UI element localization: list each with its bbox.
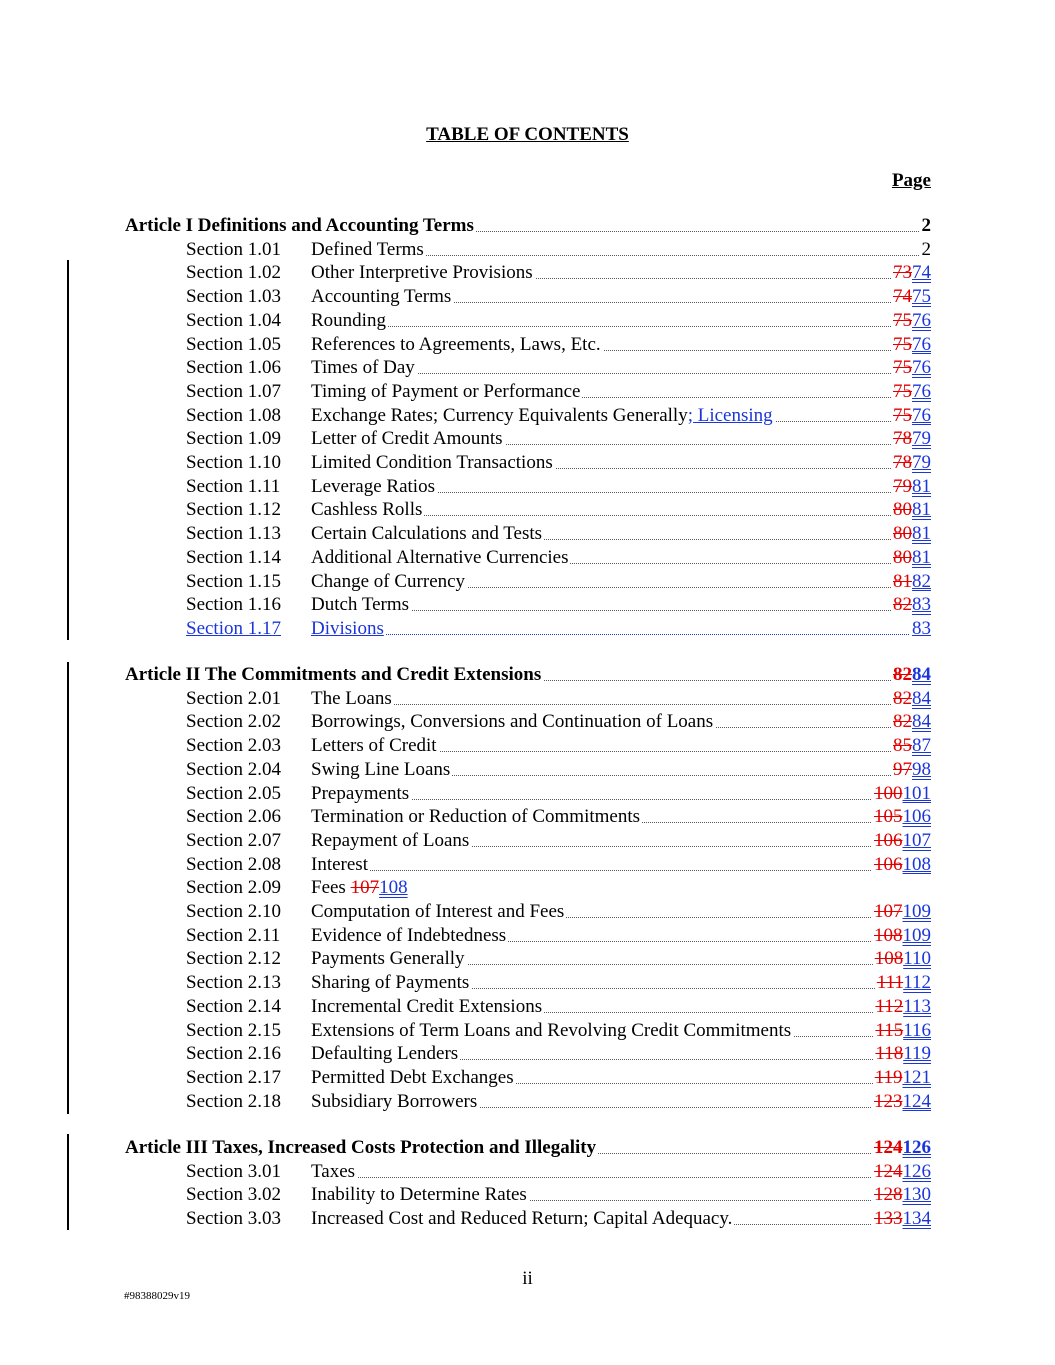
article-title: Article II The Commitments and Credit Extensions <box>125 664 542 685</box>
deleted-page-ref: 133 <box>874 1208 903 1230</box>
section-number: Section 1.09 <box>186 428 281 450</box>
section-title <box>311 1066 516 1090</box>
section-page-ref[interactable] <box>873 995 931 1019</box>
section-number: Section 2.01 <box>186 687 281 709</box>
page-ref: 74 <box>912 262 931 284</box>
change-bar <box>67 662 69 1114</box>
section-title-text: Times of Day <box>311 357 415 379</box>
section-page-ref[interactable] <box>873 1019 931 1043</box>
section-page-ref[interactable] <box>891 404 931 428</box>
toc-section-entry[interactable] <box>0 285 1055 309</box>
section-number: Section 2.08 <box>186 853 281 875</box>
section-page-ref[interactable] <box>873 947 931 971</box>
toc-section-entry[interactable] <box>0 475 1055 499</box>
section-page-ref[interactable] <box>891 498 931 522</box>
section-title-text: Dutch Terms <box>311 594 410 616</box>
section-title <box>311 546 570 570</box>
toc-section-entry[interactable] <box>0 1183 1055 1207</box>
section-title-text: Timing of Payment or Performance <box>311 380 581 402</box>
page-ref: 79 <box>912 452 931 473</box>
section-page-ref[interactable] <box>872 782 931 806</box>
section-number: Section 3.02 <box>186 1184 281 1206</box>
page-ref: 76 <box>912 309 931 331</box>
dot-leader <box>311 634 931 635</box>
page-ref: 81 <box>912 499 931 521</box>
deleted-page-ref: 78 <box>893 452 912 473</box>
section-page-ref[interactable] <box>872 1160 931 1184</box>
toc-section-entry[interactable] <box>0 522 1055 546</box>
toc-section-entry[interactable] <box>0 1207 1055 1231</box>
toc-section-entry[interactable] <box>0 427 1055 451</box>
section-page-ref[interactable] <box>891 427 931 451</box>
section-title <box>311 475 437 499</box>
section-page-ref[interactable] <box>872 1207 931 1231</box>
section-title <box>311 333 603 357</box>
section-title <box>311 1090 479 1114</box>
toc-section-entry[interactable] <box>0 829 1055 853</box>
page-ref: 121 <box>902 1066 931 1088</box>
section-title-text: Extensions of Term Loans and Revolving Credit Commitments <box>311 1019 792 1041</box>
section-title-text: Defined Terms <box>311 238 424 260</box>
section-number: Section 1.06 <box>186 357 281 379</box>
section-title <box>311 758 452 782</box>
section-title-text: Exchange Rates; Currency Equivalents Generally <box>311 404 688 426</box>
toc-section-entry[interactable] <box>0 1066 1055 1090</box>
section-number: Section 2.04 <box>186 758 281 780</box>
section-title-text: Payments Generally <box>311 948 465 970</box>
article-page-ref[interactable] <box>891 663 931 687</box>
deleted-page-ref: 75 <box>893 380 912 402</box>
page-ref: 124 <box>902 1090 931 1112</box>
toc-section-entry[interactable] <box>0 853 1055 877</box>
section-page-ref[interactable] <box>872 829 931 853</box>
section-title-text: Leverage Ratios <box>311 475 435 497</box>
section-title <box>311 805 642 829</box>
section-page-ref[interactable] <box>891 546 931 570</box>
section-page-ref[interactable] <box>891 285 931 309</box>
section-title-text: Interest <box>311 853 368 875</box>
deleted-page-ref: 75 <box>893 404 912 426</box>
section-page-ref[interactable] <box>891 380 931 404</box>
section-page-ref[interactable] <box>891 734 931 758</box>
deleted-page-ref: 73 <box>893 262 912 284</box>
section-number: Section 2.18 <box>186 1090 281 1112</box>
section-page-ref[interactable] <box>891 570 931 594</box>
page-ref: 81 <box>912 475 931 497</box>
section-title-text: Increased Cost and Reduced Return; Capital Adequacy. <box>311 1208 733 1230</box>
toc-section-entry[interactable] <box>0 1042 1055 1066</box>
section-title-text: References to Agreements, Laws, Etc. <box>311 333 601 355</box>
section-title-text: Accounting Terms <box>311 286 452 308</box>
section-title-text: Change of Currency <box>311 570 466 592</box>
section-number: Section 3.03 <box>186 1208 281 1230</box>
section-title-text: Evidence of Indebtedness <box>311 924 507 946</box>
deleted-page-ref: 108 <box>874 948 904 970</box>
toc-section-entry[interactable] <box>0 261 1055 285</box>
page-ref: 108 <box>379 877 408 899</box>
dot-leader <box>311 1177 931 1178</box>
toc-article-entry[interactable] <box>0 663 1055 687</box>
section-number: Section 2.05 <box>186 782 281 804</box>
section-title <box>311 947 467 971</box>
dot-leader <box>311 870 931 871</box>
deleted-page-ref: 108 <box>874 924 903 946</box>
section-number: Section 1.12 <box>186 499 281 521</box>
section-title <box>311 1160 357 1184</box>
section-number: Section 1.15 <box>186 570 281 592</box>
section-title-text: Incremental Credit Extensions <box>311 995 543 1017</box>
section-number: Section 1.10 <box>186 452 281 473</box>
section-title-text: Defaulting Lenders <box>311 1043 459 1065</box>
change-bar <box>67 260 69 640</box>
deleted-page-ref: 107 <box>350 877 380 899</box>
inserted-title-text: ; Licensing <box>687 404 773 426</box>
toc-section-entry[interactable] <box>0 238 1055 262</box>
section-page-ref[interactable] <box>891 309 931 333</box>
page-ref: 2 <box>921 215 931 236</box>
section-title <box>311 710 715 734</box>
section-page-ref[interactable] <box>872 1183 931 1207</box>
page-ref: 101 <box>902 782 931 804</box>
section-title <box>311 829 471 853</box>
section-page-ref[interactable] <box>891 687 931 711</box>
section-page-ref[interactable] <box>891 522 931 546</box>
section-page-ref[interactable] <box>891 333 931 357</box>
page-ref: 112 <box>903 972 931 994</box>
toc-article-entry[interactable] <box>0 214 1055 238</box>
change-bar <box>67 1134 69 1230</box>
toc-section-entry[interactable] <box>0 900 1055 924</box>
page-ref: 126 <box>902 1160 931 1182</box>
article-page-ref[interactable] <box>920 214 932 238</box>
deleted-page-ref: 128 <box>874 1184 903 1206</box>
toc-section-entry[interactable] <box>0 947 1055 971</box>
deleted-page-ref: 100 <box>874 782 903 804</box>
deleted-page-ref: 97 <box>893 758 912 780</box>
deleted-page-ref: 85 <box>893 735 912 757</box>
toc-section-entry[interactable] <box>0 876 1055 900</box>
section-title-text: Inability to Determine Rates <box>311 1184 527 1206</box>
section-title-text: Other Interpretive Provisions <box>311 262 533 284</box>
page-ref: 76 <box>912 380 931 402</box>
inline-page-ref[interactable] <box>351 877 408 898</box>
toc-section-entry[interactable] <box>0 309 1055 333</box>
toc-section-entry[interactable] <box>0 971 1055 995</box>
deleted-page-ref: 81 <box>893 570 912 592</box>
section-title <box>311 617 386 641</box>
article-page-ref[interactable] <box>872 1136 931 1160</box>
deleted-page-ref: 75 <box>893 357 912 379</box>
toc-section-entry[interactable] <box>0 546 1055 570</box>
toc-section-entry[interactable] <box>0 758 1055 782</box>
section-number: Section 1.02 <box>186 262 281 284</box>
section-title <box>311 380 582 404</box>
section-title-text: Additional Alternative Currencies <box>311 546 569 568</box>
section-title <box>311 782 411 806</box>
section-title-text: The Loans <box>311 687 392 709</box>
deleted-page-ref: 124 <box>874 1160 903 1182</box>
page-ref: 2 <box>921 238 931 260</box>
deleted-page-ref: 82 <box>893 687 912 709</box>
deleted-page-ref: 80 <box>893 499 912 521</box>
section-number: Section 2.10 <box>186 901 281 922</box>
toc-section-entry[interactable] <box>0 333 1055 357</box>
toc-section-entry[interactable] <box>0 380 1055 404</box>
section-title <box>311 1183 529 1207</box>
deleted-page-ref: 124 <box>874 1137 903 1158</box>
section-number: Section 2.12 <box>186 948 281 970</box>
section-title <box>311 522 544 546</box>
page-ref: 130 <box>902 1184 931 1206</box>
section-page-ref[interactable] <box>875 971 931 995</box>
section-number: Section 1.13 <box>186 523 281 545</box>
article-title: Article III Taxes, Increased Costs Protection and Illegality <box>125 1137 597 1158</box>
section-number: Section 1.16 <box>186 594 281 616</box>
section-title <box>311 924 508 948</box>
deleted-page-ref: 106 <box>874 829 903 851</box>
toc-article-entry[interactable] <box>0 1136 1055 1160</box>
section-number: Section 2.14 <box>186 995 281 1017</box>
toc-section-entry[interactable] <box>0 734 1055 758</box>
section-title <box>311 1207 734 1231</box>
page-ref: 109 <box>902 901 931 922</box>
page-number: ii <box>522 1268 533 1289</box>
section-title-text: Permitted Debt Exchanges <box>311 1066 514 1088</box>
page-ref: 81 <box>912 546 931 568</box>
section-number: Section 2.13 <box>186 972 281 994</box>
dot-leader <box>311 326 931 327</box>
section-title-text: Repayment of Loans <box>311 829 470 851</box>
section-number: Section 2.06 <box>186 806 281 828</box>
section-page-ref[interactable] <box>891 451 931 475</box>
toc-section-entry[interactable] <box>0 404 1055 428</box>
toc-section-entry[interactable] <box>0 498 1055 522</box>
section-number: Section 2.02 <box>186 711 281 733</box>
deleted-page-ref: 106 <box>874 853 903 875</box>
section-page-ref[interactable] <box>872 924 931 948</box>
page-ref: 119 <box>903 1043 931 1065</box>
section-title <box>311 995 544 1019</box>
section-title-text: Prepayments <box>311 782 410 804</box>
section-page-ref[interactable] <box>872 853 931 877</box>
section-page-ref[interactable] <box>920 238 932 262</box>
page-ref: 75 <box>912 286 931 308</box>
section-number: Section 1.04 <box>186 309 281 331</box>
page-ref: 84 <box>912 711 931 733</box>
deleted-page-ref: 115 <box>875 1019 904 1041</box>
page-ref: 76 <box>912 357 931 379</box>
deleted-page-ref: 107 <box>874 901 903 922</box>
section-title-text: Limited Condition Transactions <box>311 452 553 473</box>
section-title-text: Swing Line Loans <box>311 758 451 780</box>
page-ref: 84 <box>912 664 931 685</box>
section-title-text: Rounding <box>311 309 386 331</box>
section-title-text: Letter of Credit Amounts <box>311 428 503 450</box>
page-ref: 110 <box>903 948 931 970</box>
deleted-page-ref: 80 <box>893 546 912 568</box>
page-ref: 113 <box>903 995 931 1017</box>
section-number: Section 2.15 <box>186 1019 281 1041</box>
toc-section-entry[interactable] <box>0 995 1055 1019</box>
section-number: Section 1.08 <box>186 404 281 426</box>
section-title-text: Fees <box>311 877 346 899</box>
toc-section-entry[interactable] <box>0 687 1055 711</box>
section-number: Section 2.09 <box>186 877 281 899</box>
section-number: Section 3.01 <box>186 1160 281 1182</box>
section-number: Section 1.07 <box>186 380 281 402</box>
page-ref: 126 <box>902 1137 931 1158</box>
section-title <box>311 876 410 900</box>
deleted-page-ref: 82 <box>893 664 912 685</box>
section-page-ref[interactable] <box>910 617 931 641</box>
deleted-page-ref: 105 <box>874 806 903 828</box>
toc-section-entry[interactable] <box>0 924 1055 948</box>
page-ref: 76 <box>912 404 931 426</box>
page-ref: 108 <box>902 853 931 875</box>
toc-section-entry[interactable] <box>0 356 1055 380</box>
section-title <box>311 971 471 995</box>
deleted-page-ref: 82 <box>893 711 912 733</box>
section-title <box>311 238 426 262</box>
toc-section-entry[interactable] <box>0 617 1055 641</box>
section-title <box>311 498 424 522</box>
section-title-text: Cashless Rolls <box>311 499 423 521</box>
section-page-ref[interactable] <box>872 900 931 924</box>
section-title <box>311 1019 793 1043</box>
section-title-text: Divisions <box>311 617 384 639</box>
section-number: Section 1.01 <box>186 238 281 260</box>
section-title <box>311 687 394 711</box>
deleted-page-ref: 78 <box>893 428 912 450</box>
page-ref: 116 <box>903 1019 931 1041</box>
toc-section-entry[interactable] <box>0 1160 1055 1184</box>
section-title <box>311 427 505 451</box>
deleted-page-ref: 82 <box>893 594 912 616</box>
toc-section-entry[interactable] <box>0 451 1055 475</box>
section-page-ref[interactable] <box>873 1066 931 1090</box>
deleted-page-ref: 118 <box>875 1043 904 1065</box>
article-title: Article I Definitions and Accounting Terms <box>125 215 474 236</box>
deleted-page-ref: 123 <box>874 1090 903 1112</box>
section-page-ref[interactable] <box>891 261 931 285</box>
page-ref: 107 <box>902 829 931 851</box>
toc-section-entry[interactable] <box>0 710 1055 734</box>
toc-section-entry[interactable] <box>0 570 1055 594</box>
section-page-ref[interactable] <box>891 356 931 380</box>
page-ref: 84 <box>912 687 931 709</box>
toc-section-entry[interactable] <box>0 593 1055 617</box>
page-ref: 76 <box>912 333 931 355</box>
section-page-ref[interactable] <box>891 758 931 782</box>
page-ref: 134 <box>902 1208 931 1230</box>
section-title-text: Computation of Interest and Fees <box>311 901 565 922</box>
section-title <box>311 404 775 428</box>
page-ref: 109 <box>902 924 931 946</box>
page-ref: 87 <box>912 735 931 757</box>
section-number: Section 1.03 <box>186 286 281 308</box>
section-number: Section 1.17 <box>186 617 281 639</box>
page-ref: 83 <box>912 617 931 639</box>
deleted-page-ref: 75 <box>893 309 912 331</box>
section-title <box>311 1042 460 1066</box>
section-number: Section 2.07 <box>186 829 281 851</box>
section-title <box>311 593 411 617</box>
section-title-text: Borrowings, Conversions and Continuation of Loans <box>311 711 714 733</box>
section-title-text: Taxes <box>311 1160 356 1182</box>
section-page-ref[interactable] <box>891 593 931 617</box>
page-ref: 79 <box>912 428 931 450</box>
deleted-page-ref: 74 <box>893 286 912 308</box>
section-number: Section 2.03 <box>186 735 281 757</box>
section-page-ref[interactable] <box>872 805 931 829</box>
page-ref: 81 <box>912 523 931 545</box>
page-column-header: Page <box>891 170 931 191</box>
section-number: Section 1.14 <box>186 546 281 568</box>
document-id: #98388029v19 <box>124 1290 190 1302</box>
section-number: Section 2.16 <box>186 1043 281 1065</box>
section-title <box>311 570 467 594</box>
section-title <box>311 734 439 758</box>
section-title-text: Certain Calculations and Tests <box>311 523 543 545</box>
section-page-ref[interactable] <box>873 1042 931 1066</box>
toc-section-entry[interactable] <box>0 1090 1055 1114</box>
page-title: TABLE OF CONTENTS <box>426 124 629 145</box>
section-number: Section 1.05 <box>186 333 281 355</box>
section-page-ref[interactable] <box>891 475 931 499</box>
deleted-page-ref: 80 <box>893 523 912 545</box>
section-title <box>311 285 453 309</box>
section-title <box>311 356 417 380</box>
section-title-text: Sharing of Payments <box>311 972 470 994</box>
section-title <box>311 853 370 877</box>
section-title-text: Termination or Reduction of Commitments <box>311 806 641 828</box>
deleted-page-ref: 79 <box>893 475 912 497</box>
deleted-page-ref: 75 <box>893 333 912 355</box>
section-page-ref[interactable] <box>891 710 931 734</box>
section-title <box>311 261 535 285</box>
page-ref: 106 <box>902 806 931 828</box>
section-title-text: Subsidiary Borrowers <box>311 1090 478 1112</box>
section-title-text: Letters of Credit <box>311 735 437 757</box>
section-title <box>311 309 388 333</box>
dot-leader <box>311 704 931 705</box>
page-ref: 83 <box>912 594 931 616</box>
section-title <box>311 451 555 475</box>
section-number: Section 2.11 <box>186 924 281 946</box>
page-ref: 98 <box>912 758 931 780</box>
deleted-page-ref: 111 <box>876 972 904 994</box>
deleted-page-ref: 119 <box>874 1066 903 1088</box>
section-page-ref[interactable] <box>872 1090 931 1114</box>
toc-section-entry[interactable] <box>0 1019 1055 1043</box>
section-number: Section 1.11 <box>186 475 281 497</box>
section-number: Section 2.17 <box>186 1066 281 1088</box>
toc-section-entry[interactable] <box>0 805 1055 829</box>
page-ref: 82 <box>912 570 931 592</box>
toc-section-entry[interactable] <box>0 782 1055 806</box>
deleted-page-ref: 112 <box>875 995 904 1017</box>
section-title <box>311 900 566 924</box>
